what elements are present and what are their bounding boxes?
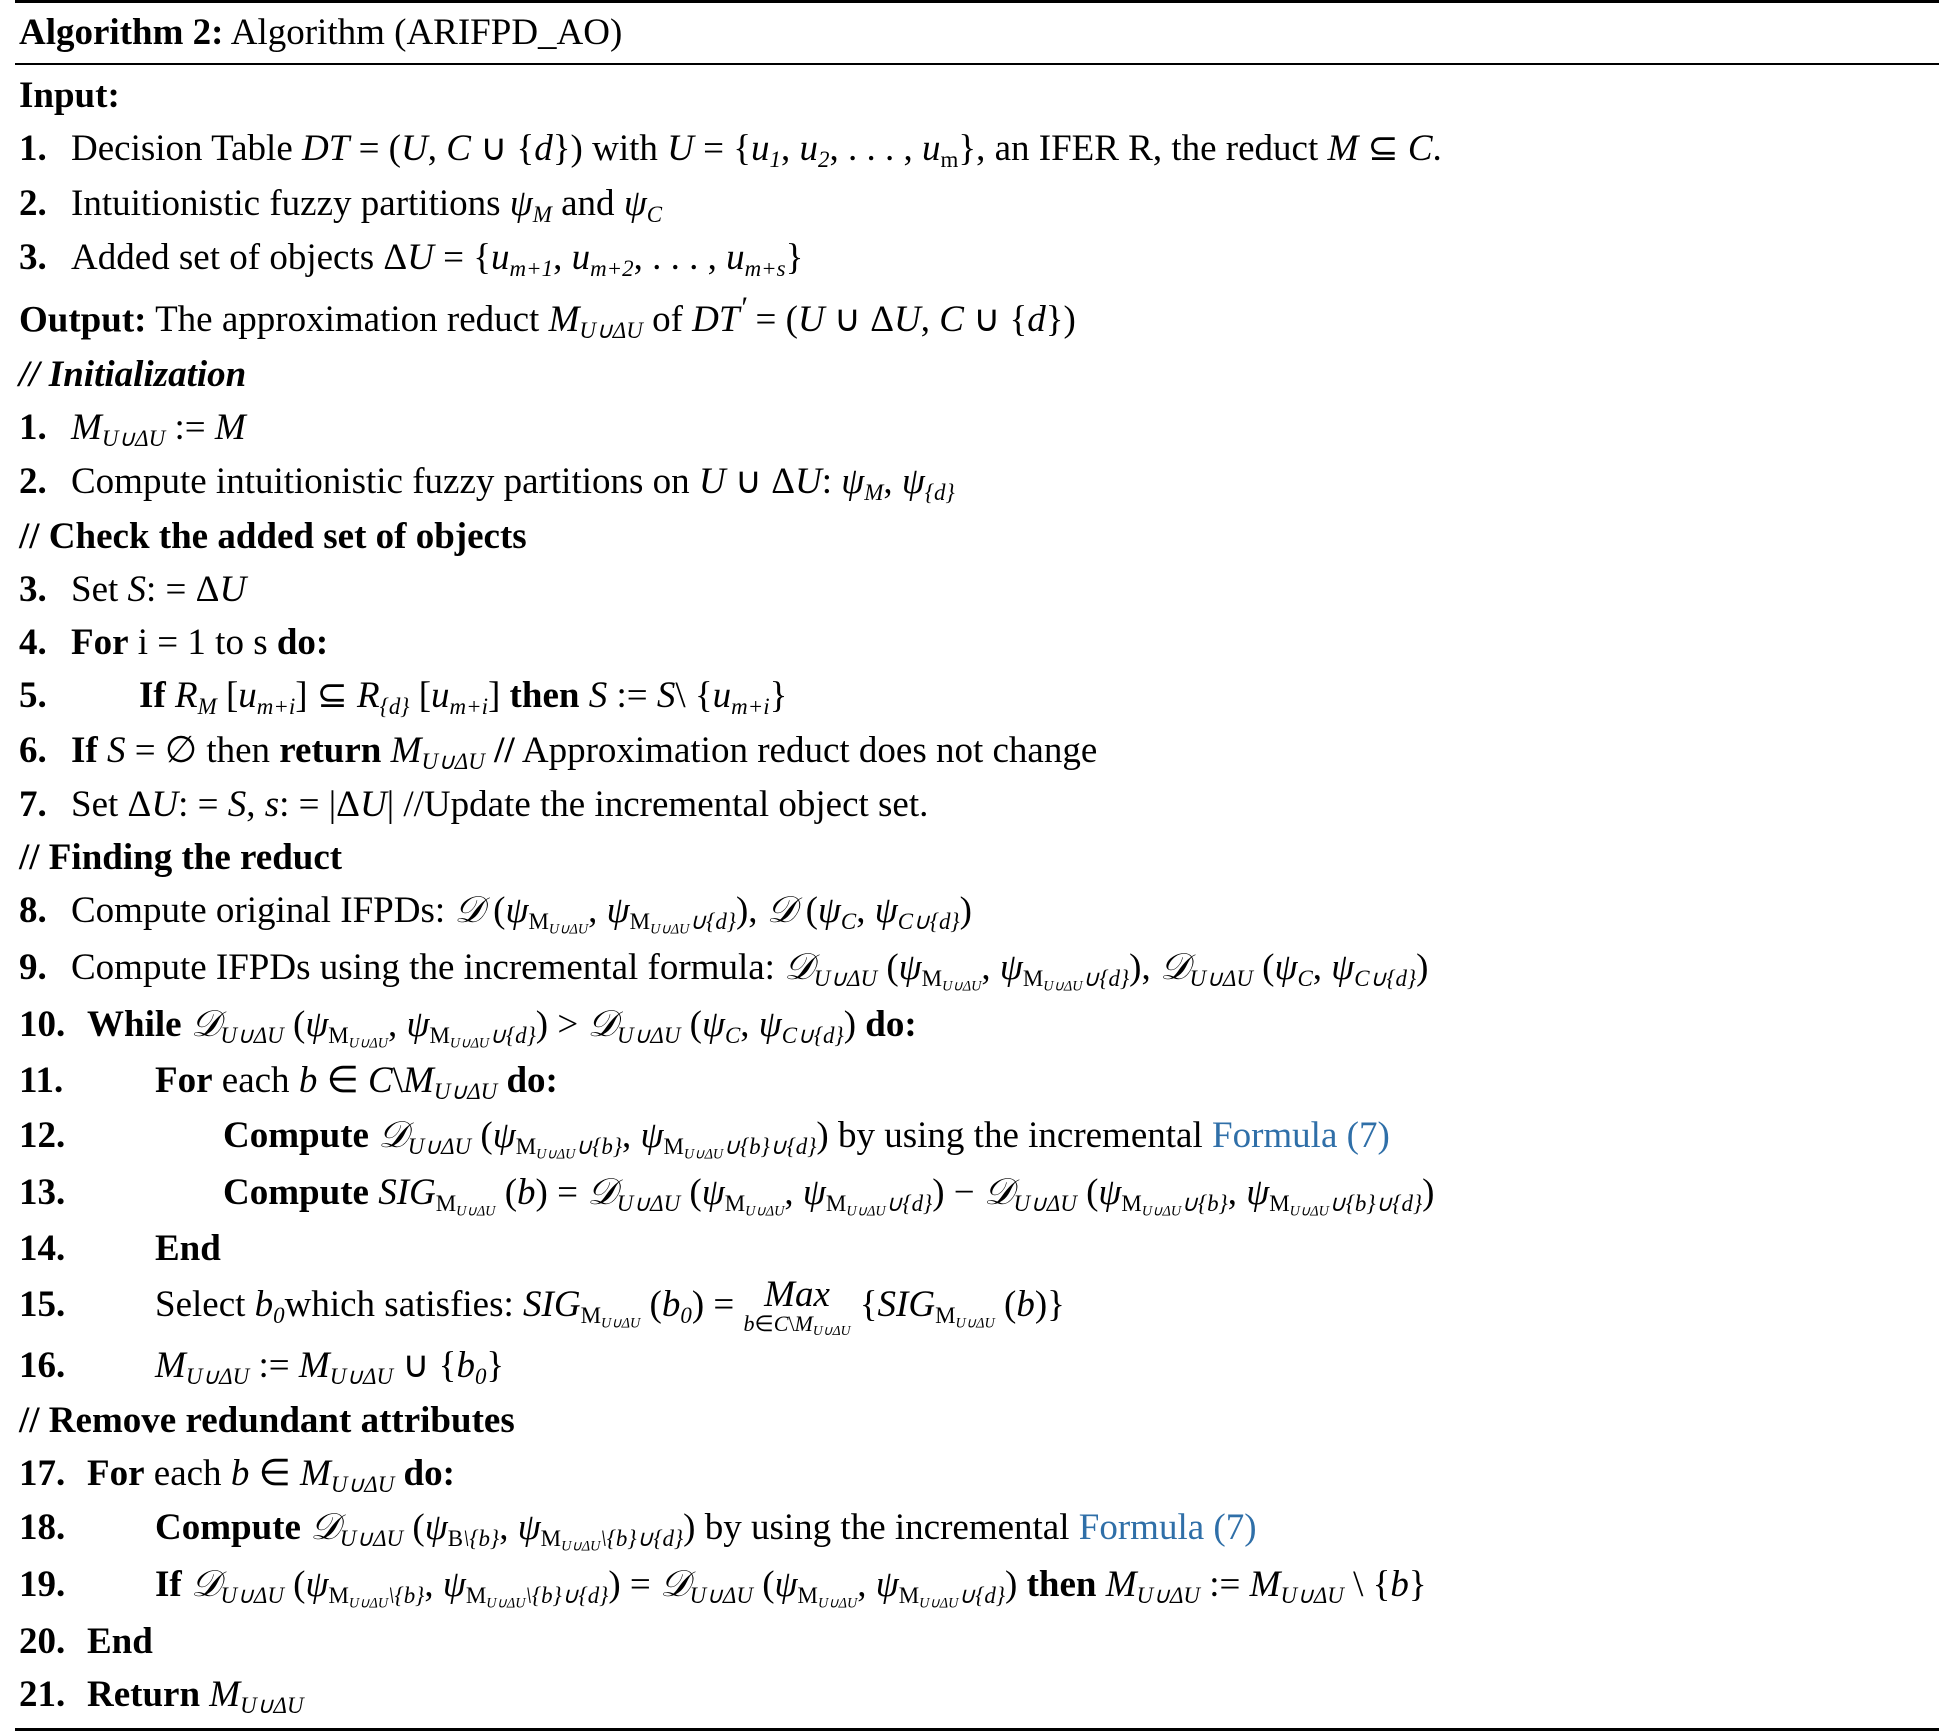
step-7: 7. Set ΔU: = S, s: = |ΔU| //Update the incremental object set. bbox=[19, 784, 929, 826]
formula-7-link-2[interactable]: Formula (7) bbox=[1078, 1507, 1257, 1549]
step-2: 2. Compute intuitionistic fuzzy partitions on U ∪ ΔU: $\psi_M$, $\psi_{\{d\}}$ bbox=[19, 461, 955, 506]
step-3: 3. Set S: = ΔU bbox=[19, 568, 247, 610]
step-5: 5. If $R_M$ $[u_{m+i}]$ ⊆ $R_{\{d\}}$ $[u_{m+i}]$ then S := S\ $\{u_{m+i}\}$ bbox=[19, 675, 788, 719]
step-10: 10. While 𝒟$_{U\cup\Delta U}$ ($\psi_{M_{U\cup\Delta U}}$, $\psi_{M_{U\cup\Delta U}\cup\{d\}}$) > 𝒟$_{U\cup\Delta U}$ ($\psi_C$, $\psi_{C\cup\{d\}}$) do: bbox=[19, 1003, 917, 1051]
output-line bbox=[19, 286, 1935, 348]
step-12: 12. Compute 𝒟$_{U\cup\Delta U}$ ($\psi_{M_{U\cup\Delta U}\cup\{b\}}$, $\psi_{M_{U\cup\Delta U}\cup\{b\}\cup\{d\}}$) by using the incremental Formula (7) bbox=[19, 1114, 1390, 1163]
step-11: 11. For each b ∈ $C\backslash M_{U\cup\Delta U}$ do: bbox=[19, 1060, 558, 1105]
step-8: 8. Compute original IFPDs: 𝒟 ($\psi_{M_{U\cup\Delta U}}$, $\psi_{M_{U\cup\Delta U}\cup\{d\}}$), 𝒟 ($\psi_C$, $\psi_{C\cup\{d\}}$) bbox=[19, 890, 972, 938]
step-21: 21. Return $M_{U\cup\Delta U}$ bbox=[19, 1673, 304, 1718]
algorithm-name: Algorithm (ARIFPD_AO) bbox=[230, 12, 623, 53]
step-16: 16. $M_{U\cup\Delta U}$ := $M_{U\cup\Delta U}$ ∪ $\{b_0\}$ bbox=[19, 1345, 505, 1390]
step-19: 19. If 𝒟$_{U\cup\Delta U}$ ($\psi_{M_{U\cup\Delta U}\backslash\{b\}}$, $\psi_{M_{U\cup\Delta U}\backslash\{b\}\cup\{d\}}$) = 𝒟$_{U\cup\Delta U}$ ($\psi_{M_{U\cup\Delta U}}$, $\psi_{M_{U\cup\Delta U}\cup\{d\}}$) then $M_{U\cup\Delta U}$ := $M_{U\cup\Delta U}$ \ {b} bbox=[19, 1564, 1427, 1612]
input-item-2: 2. Intuitionistic fuzzy partitions $\psi_M$ and $\psi_C$ bbox=[19, 182, 663, 227]
max-operator: Max $b\in C\backslash M_{U\cup\Delta U}$ bbox=[743, 1274, 851, 1339]
bottom-rule bbox=[15, 1728, 1939, 1731]
input-item-3: 3. Added set of objects $\Delta U = \{u_{m+1}$, $u_{m+2}$, . . . , $u_{m+s}$} bbox=[19, 237, 804, 282]
input-label-line bbox=[19, 69, 1935, 122]
algorithm-body bbox=[15, 65, 1939, 1728]
step-18: 18. Compute 𝒟$_{U\cup\Delta U}$ ($\psi_{B\backslash\{b\}}$, $\psi_{M_{U\cup\Delta U}\backslash\{b\}\cup\{d\}}$) by using the incremental Formula (7) bbox=[19, 1507, 1257, 1555]
step-14: 14. End bbox=[19, 1228, 221, 1270]
step-6: 6. If S = ∅ then return $M_{U\cup\Delta U}$ // Approximation reduct does not change bbox=[19, 729, 1098, 774]
section-check-added: // Check the added set of objects bbox=[19, 515, 527, 557]
step-9: 9. Compute IFPDs using the incremental formula: 𝒟$_{U\cup\Delta U}$ ($\psi_{M_{U\cup\Delta U}}$, $\psi_{M_{U\cup\Delta U}\cup\{d\}}$), 𝒟$_{U\cup\Delta U}$ ($\psi_C$, $\psi_{C\cup\{d\}}$) bbox=[19, 946, 1429, 995]
section-initialization: // Initialization bbox=[19, 353, 247, 395]
section-remove-redundant: // Remove redundant attributes bbox=[19, 1399, 515, 1441]
input-item-1: 1. Decision Table DT = (U, C ∪ {d}) with $U = \{u_1$, $u_2$, . . . , $u_m$}, an IFER R, the reduct M ⊆ C. bbox=[19, 128, 1442, 173]
step-17: 17. For each b ∈ $M_{U\cup\Delta U}$ do: bbox=[19, 1452, 455, 1497]
output-text: The approximation reduct $M_{U\cup\Delta U}$ of DT′ = (U ∪ ΔU, C ∪ {d}) bbox=[155, 290, 1076, 344]
step-13: 13. Compute $SIG_{M_{U\cup\Delta U}}$ (b) = 𝒟$_{U\cup\Delta U}$ ($\psi_{M_{U\cup\Delta U}}$, $\psi_{M_{U\cup\Delta U}\cup\{d\}}$) − 𝒟$_{U\cup\Delta U}$ ($\psi_{M_{U\cup\Delta U}\cup\{b\}}$, $\psi_{M_{U\cup\Delta U}\cup\{b\}\cup\{d\}}$) bbox=[19, 1171, 1435, 1219]
output-label: Output: bbox=[19, 299, 147, 341]
step-20: 20. End bbox=[19, 1620, 153, 1662]
step-15: 15. Select $b_0which$ satisfies: $SIG_{M_{U\cup\Delta U}}$ $(b_0)$ = Max $b\in C\backslash M_{U\cup\Delta U}$ {$SIG_{M_{U\cup\Delta U}}$ (b)} bbox=[19, 1274, 1065, 1339]
algorithm-title bbox=[15, 3, 1939, 63]
step-4: 4. For i = 1 to s do: bbox=[19, 622, 329, 663]
algorithm-label: Algorithm 2: bbox=[19, 12, 224, 53]
formula-7-link-1[interactable]: Formula (7) bbox=[1212, 1114, 1390, 1156]
section-finding-reduct: // Finding the reduct bbox=[19, 837, 343, 879]
algorithm-block bbox=[15, 0, 1939, 1731]
input-label: Input: bbox=[19, 75, 120, 117]
step-1: 1. $M_{U\cup\Delta U}$ := M bbox=[19, 406, 246, 451]
